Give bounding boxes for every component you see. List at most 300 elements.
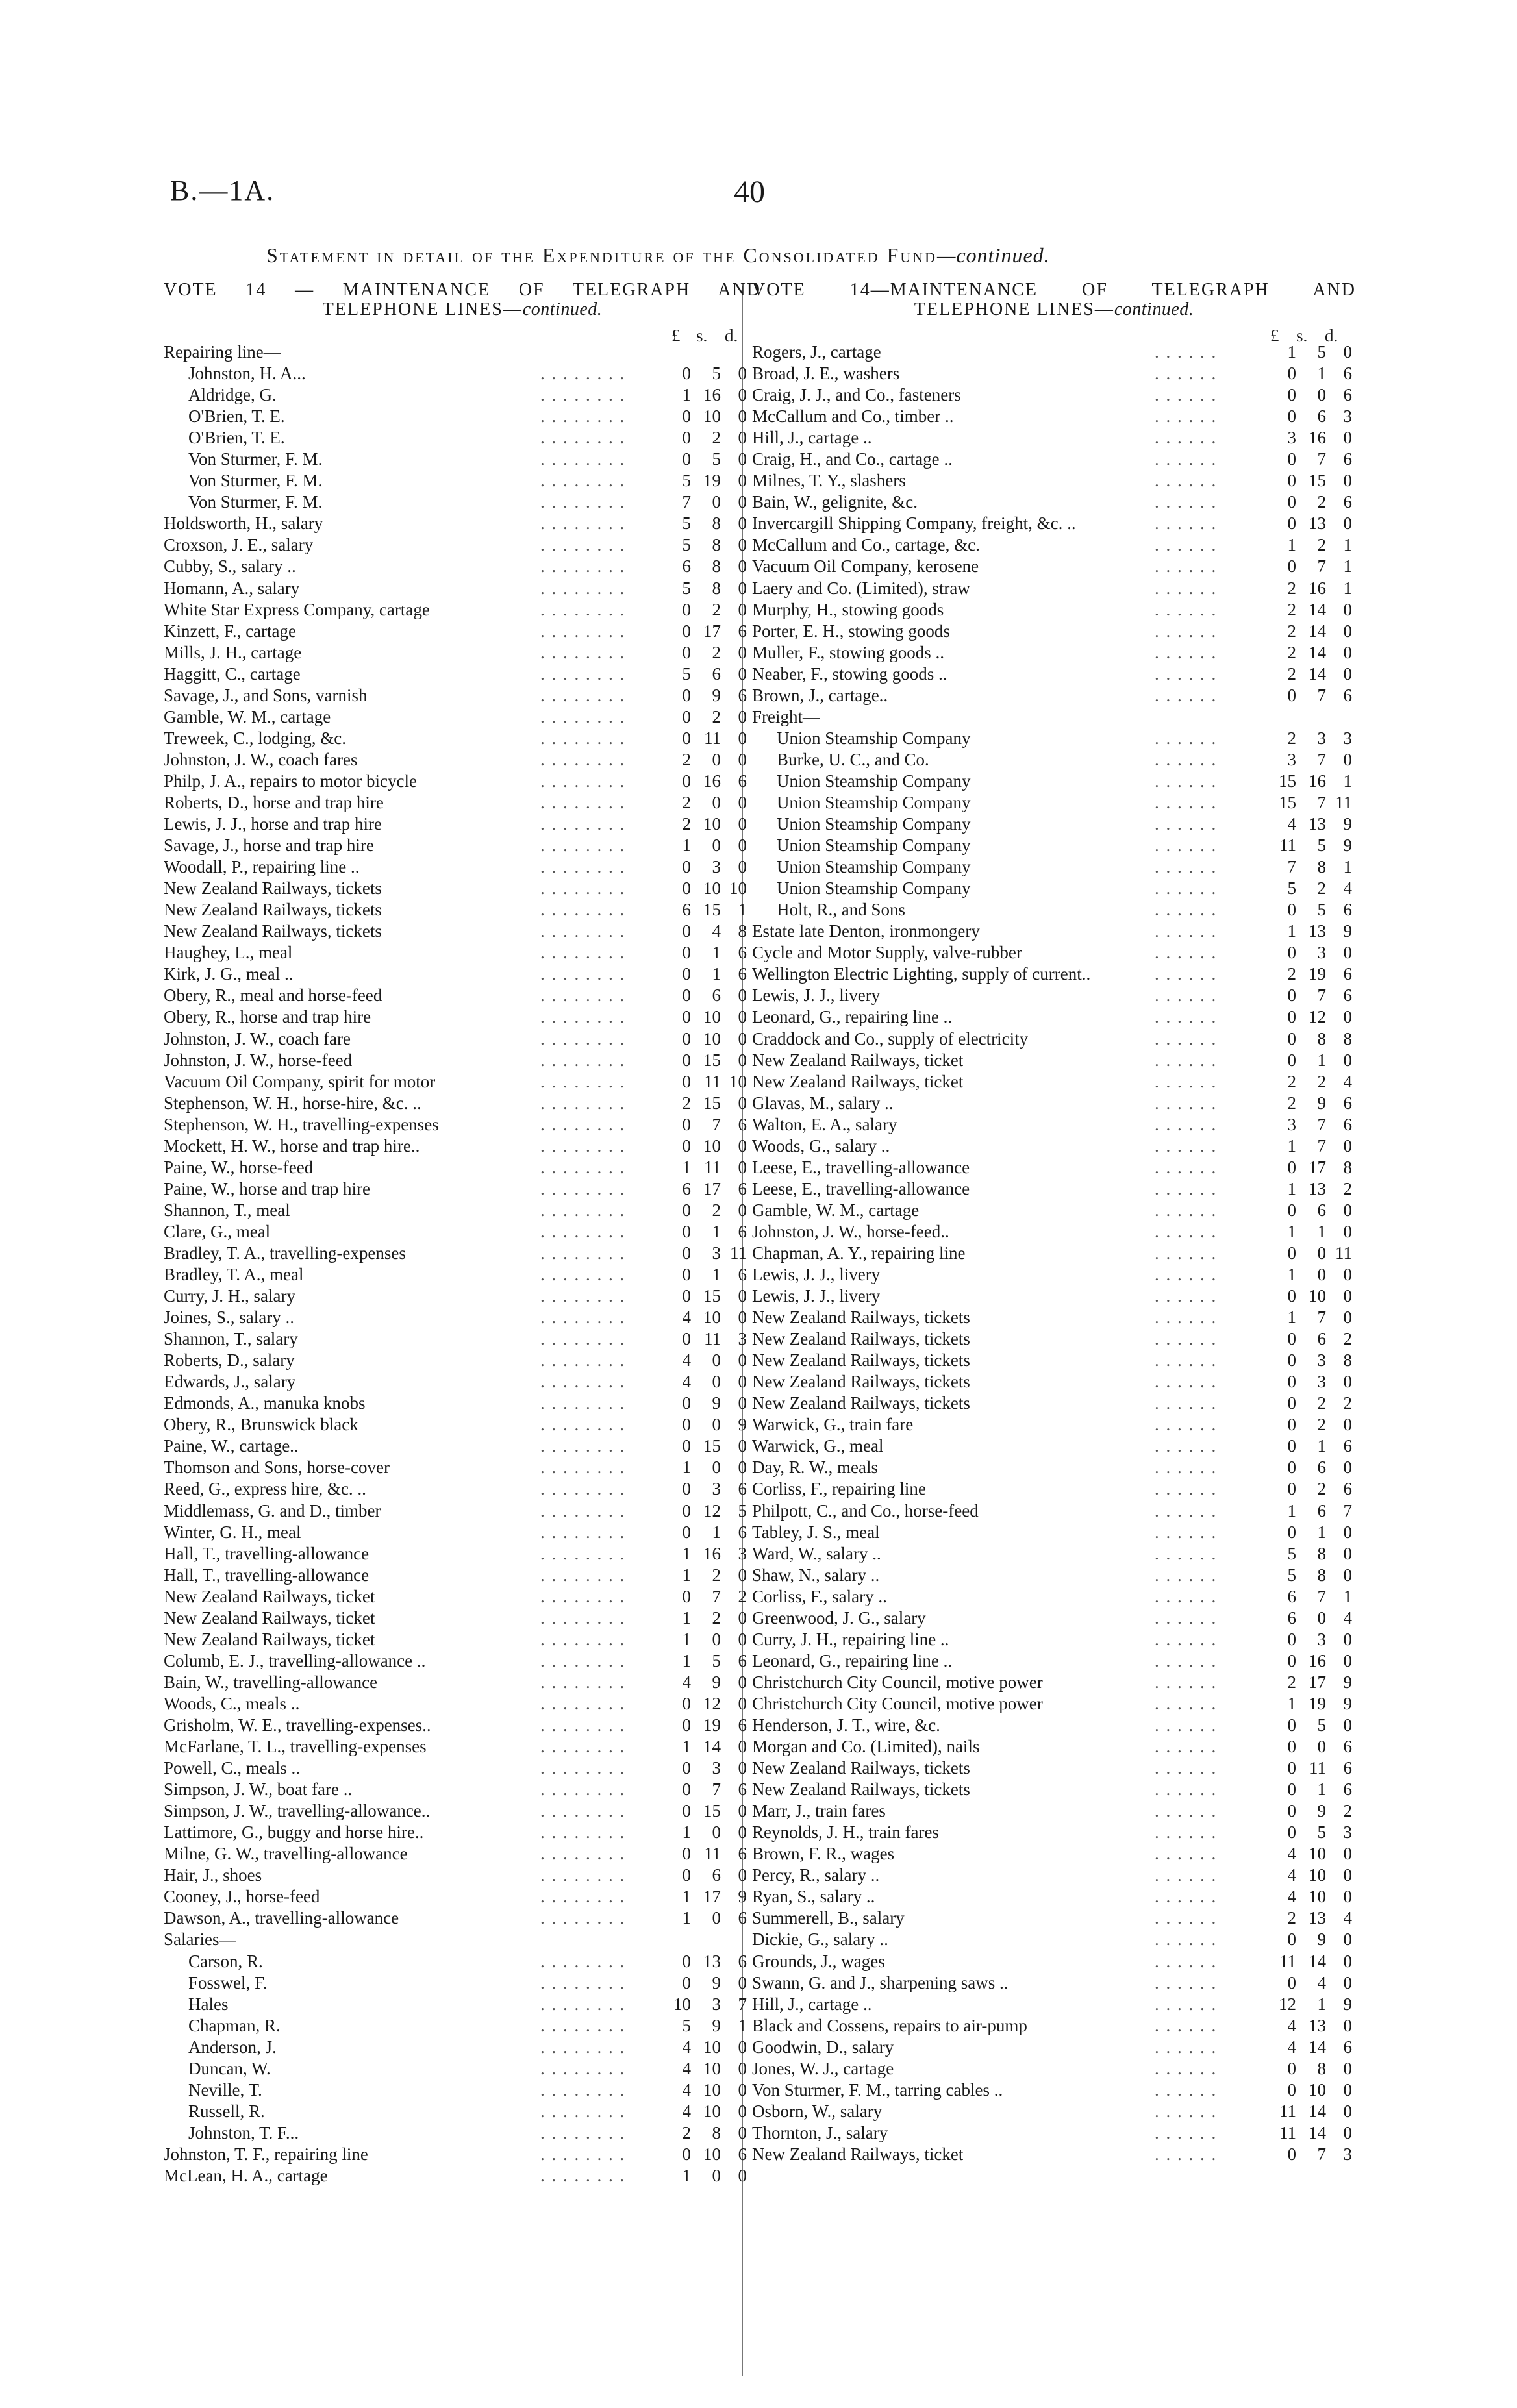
ledger-row	[164, 642, 761, 664]
leader-dots: . . . . . .	[1155, 1050, 1218, 1070]
pounds-value: 1	[1287, 535, 1296, 555]
leader-dots: . . . . . .	[1155, 857, 1218, 877]
pence-value: 9	[1343, 1672, 1352, 1692]
shillings-value: 10	[703, 2144, 721, 2164]
entry-description: Glavas, M., salary ..	[752, 1093, 894, 1113]
pounds-value: 4	[1287, 1887, 1296, 1907]
leader-dots: . . . . . . . .	[540, 2165, 626, 2185]
entry-description: Homann, A., salary	[164, 578, 300, 598]
ledger-row	[752, 2122, 1356, 2144]
pounds-value: 0	[1287, 943, 1296, 963]
pence-value: 6	[1343, 1436, 1352, 1456]
entry-description: Hill, J., cartage ..	[752, 428, 872, 448]
pence-value: 0	[738, 514, 747, 534]
ledger-row	[164, 1929, 761, 1950]
pence-value: 8	[1343, 1028, 1352, 1049]
pounds-value: 4	[1287, 1865, 1296, 1885]
shillings-value: 1	[712, 1265, 721, 1285]
leader-dots: . . . . . . . .	[540, 943, 626, 963]
pounds-value: 0	[682, 1265, 691, 1285]
ledger-row	[164, 1543, 761, 1565]
pence-value: 3	[1343, 2144, 1352, 2164]
leader-dots: . . . . . .	[1155, 900, 1218, 920]
shillings-value: 2	[1317, 535, 1326, 555]
statement-title	[266, 243, 1050, 267]
entry-description: Invercargill Shipping Company, freight, &c. ..	[752, 514, 1076, 534]
entry-description: New Zealand Railways, ticket	[752, 1071, 964, 1091]
entry-description: Philpott, C., and Co., horse-feed	[752, 1500, 979, 1521]
shillings-value: 7	[1317, 986, 1326, 1006]
entry-description: Obery, R., Brunswick black	[164, 1415, 358, 1435]
leader-dots: . . . . . .	[1155, 535, 1218, 555]
right-vote-title-line1: VOTE 14—MAINTENANCE OF TELEGRAPH AND	[752, 280, 1356, 300]
shillings-value: 2	[712, 642, 721, 662]
ledger-row	[164, 599, 761, 621]
pounds-value: 0	[682, 621, 691, 641]
pence-value: 0	[738, 1458, 747, 1478]
shillings-value: 0	[1317, 1737, 1326, 1757]
ledger-row	[164, 685, 761, 706]
pence-value: 0	[1343, 1007, 1352, 1027]
entry-description: Obery, R., meal and horse-feed	[164, 986, 382, 1006]
leader-dots: . . . . . . . .	[540, 2144, 626, 2164]
leader-dots: . . . . . .	[1155, 1822, 1218, 1843]
entry-description: Walton, E. A., salary	[752, 1114, 897, 1134]
entry-description: Craig, J. J., and Co., fasteners	[752, 385, 961, 405]
shillings-value: 15	[703, 1050, 721, 1070]
ledger-row	[752, 1243, 1356, 1264]
entry-description: Thomson and Sons, horse-cover	[164, 1458, 390, 1478]
shillings-value: 3	[712, 1479, 721, 1499]
entry-description: Bradley, T. A., meal	[164, 1265, 304, 1285]
pounds-value: 1	[682, 385, 691, 405]
entry-description: Von Sturmer, F. M.	[188, 471, 323, 491]
ledger-row	[752, 1650, 1356, 1672]
leader-dots: . . . . . . . .	[540, 706, 626, 726]
entry-description: Grisholm, W. E., travelling-expenses..	[164, 1715, 431, 1735]
ledger-row	[752, 406, 1356, 427]
leader-dots: . . . . . . . .	[540, 2058, 626, 2078]
ledger-row	[752, 1736, 1356, 1757]
leader-dots: . . . . . . . .	[540, 878, 626, 899]
shillings-value: 14	[703, 1737, 721, 1757]
shillings-value: 14	[1309, 1951, 1326, 1971]
shillings-value: 3	[712, 1758, 721, 1778]
leader-dots: . . . . . . . .	[540, 556, 626, 577]
shillings-value: 9	[712, 2015, 721, 2035]
right-vote-title-line2	[752, 300, 1356, 319]
ledger-row	[752, 1500, 1356, 1522]
leader-dots: . . . . . .	[1155, 1844, 1218, 1864]
leader-dots: . . . . . .	[1155, 1071, 1218, 1091]
pounds-value: 4	[682, 1672, 691, 1692]
statement-title-suffix: —continued.	[937, 243, 1050, 267]
pence-value: 0	[738, 1136, 747, 1156]
leader-dots: . . . . . . . .	[540, 1372, 626, 1392]
leader-dots: . . . . . .	[1155, 2144, 1218, 2164]
entry-description: Neville, T.	[188, 2079, 262, 2100]
shillings-value: 15	[703, 1436, 721, 1456]
pence-value: 0	[1343, 342, 1352, 362]
leader-dots: . . . . . . . .	[540, 2079, 626, 2100]
shillings-value: 9	[1317, 1930, 1326, 1950]
pence-value: 0	[1343, 2122, 1352, 2142]
leader-dots: . . . . . .	[1155, 1372, 1218, 1392]
leader-dots: . . . . . . . .	[540, 1308, 626, 1328]
pounds-value: 0	[1287, 1522, 1296, 1542]
pence-value: 11	[1335, 792, 1352, 812]
ledger-row	[164, 856, 761, 878]
pounds-value: 0	[1287, 1393, 1296, 1413]
pounds-value: 0	[682, 857, 691, 877]
ledger-row	[164, 1328, 761, 1350]
pence-value: 8	[1343, 1350, 1352, 1371]
pounds-value: 0	[1287, 2079, 1296, 2100]
entry-description: Johnston, J. W., coach fare	[164, 1028, 351, 1049]
shillings-value: 6	[1317, 1329, 1326, 1349]
ledger-row	[752, 985, 1356, 1006]
shillings-value: 0	[712, 749, 721, 769]
pounds-value: 0	[682, 1522, 691, 1542]
pence-value: 1	[1343, 1586, 1352, 1606]
pence-value: 0	[738, 1565, 747, 1585]
pence-value: 0	[738, 471, 747, 491]
shillings-value: 10	[703, 1136, 721, 1156]
leader-dots: . . . . . . . .	[540, 2122, 626, 2142]
pounds-value: 5	[1287, 1543, 1296, 1563]
shillings-value: 2	[712, 428, 721, 448]
pounds-value: 0	[1287, 406, 1296, 427]
ledger-row	[752, 1693, 1356, 1715]
pence-value: 6	[1343, 1093, 1352, 1113]
entry-description: Duncan, W.	[188, 2058, 271, 2078]
leader-dots: . . . . . .	[1155, 1114, 1218, 1134]
pounds-value: 0	[1287, 449, 1296, 469]
pounds-value: 2	[1287, 1908, 1296, 1928]
shillings-value: 2	[712, 1565, 721, 1585]
pounds-value: 0	[1287, 986, 1296, 1006]
pounds-value: 1	[1287, 342, 1296, 362]
shillings-value: 13	[1309, 814, 1326, 834]
shillings-value: 5	[712, 1650, 721, 1670]
pence-value: 0	[1343, 2015, 1352, 2035]
leader-dots: . . . . . .	[1155, 1350, 1218, 1371]
shillings-value: 1	[1317, 1780, 1326, 1800]
pence-value: 0	[1343, 2101, 1352, 2121]
entry-description: Simpson, J. W., travelling-allowance..	[164, 1801, 431, 1821]
entry-description: Brown, J., cartage..	[752, 685, 888, 705]
ledger-row	[752, 1328, 1356, 1350]
leader-dots: . . . . . .	[1155, 599, 1218, 619]
pounds-value: 11	[1279, 836, 1296, 856]
ledger-row	[164, 813, 761, 835]
entry-description: Hill, J., cartage ..	[752, 1994, 872, 2014]
pounds-value: 3	[1287, 749, 1296, 769]
entry-description: Powell, C., meals ..	[164, 1758, 300, 1778]
ledger-row	[752, 1543, 1356, 1565]
shillings-value: 1	[1317, 1994, 1326, 2014]
pence-value: 0	[738, 749, 747, 769]
pence-value: 0	[738, 364, 747, 384]
entry-description: Union Steamship Company	[777, 878, 971, 899]
pence-value: 0	[738, 792, 747, 812]
shillings-value: 2	[712, 706, 721, 726]
pence-value: 4	[1343, 1908, 1352, 1928]
ledger-row	[164, 985, 761, 1006]
leader-dots: . . . . . .	[1155, 878, 1218, 899]
leader-dots: . . . . . . . .	[540, 1994, 626, 2014]
entry-description: Russell, R.	[188, 2101, 265, 2121]
pounds-value: 0	[1287, 1329, 1296, 1349]
entry-description: Leese, E., travelling-allowance	[752, 1178, 970, 1198]
shillings-value: 15	[703, 1286, 721, 1306]
entry-description: Summerell, B., salary	[752, 1908, 905, 1928]
ledger-row	[164, 1586, 761, 1607]
leader-dots: . . . . . .	[1155, 1286, 1218, 1306]
pence-value: 1	[1343, 771, 1352, 791]
shillings-value: 11	[1309, 1758, 1326, 1778]
shillings-value: 1	[1317, 1436, 1326, 1456]
pounds-value: 0	[1287, 1737, 1296, 1757]
ledger-row	[752, 1822, 1356, 1843]
pence-value: 6	[738, 1780, 747, 1800]
pounds-value: 0	[682, 642, 691, 662]
entry-description: Greenwood, J. G., salary	[752, 1607, 926, 1628]
ledger-row	[164, 556, 761, 577]
ledger-row	[752, 2144, 1356, 2165]
leader-dots: . . . . . . . .	[540, 1758, 626, 1778]
pence-value: 0	[738, 1028, 747, 1049]
ledger-row	[752, 813, 1356, 835]
pence-value: 0	[1343, 1372, 1352, 1392]
pence-value: 1	[1343, 578, 1352, 598]
ledger-row	[752, 1972, 1356, 1994]
ledger-row	[752, 1050, 1356, 1071]
entry-description: Middlemass, G. and D., timber	[164, 1500, 381, 1521]
entry-description: Curry, J. H., repairing line ..	[752, 1629, 949, 1649]
pounds-value: 5	[1287, 878, 1296, 899]
leader-dots: . . . . . .	[1155, 1865, 1218, 1885]
entry-description: Osborn, W., salary	[752, 2101, 883, 2121]
leader-dots: . . . . . . . .	[540, 1071, 626, 1091]
pounds-value: 0	[1287, 900, 1296, 920]
pence-value: 0	[1343, 428, 1352, 448]
entry-description: Kirk, J. G., meal ..	[164, 964, 294, 984]
pounds-value: 0	[682, 364, 691, 384]
leader-dots: . . . . . . . .	[540, 836, 626, 856]
ledger-row	[164, 792, 761, 813]
entry-description: Wellington Electric Lighting, supply of current..	[752, 964, 1091, 984]
pence-value: 4	[1343, 878, 1352, 899]
shillings-value: 7	[1317, 556, 1326, 577]
shillings-value: 19	[703, 471, 721, 491]
shillings-value: 8	[712, 2122, 721, 2142]
entry-description: Lattimore, G., buggy and horse hire..	[164, 1822, 424, 1843]
entry-description: Morgan and Co. (Limited), nails	[752, 1737, 980, 1757]
leader-dots: . . . . . .	[1155, 2122, 1218, 2142]
entry-description: Union Steamship Company	[777, 728, 971, 748]
entry-description: New Zealand Railways, tickets	[752, 1758, 970, 1778]
leader-dots: . . . . . . . .	[540, 621, 626, 641]
shillings-value: 7	[1317, 1308, 1326, 1328]
pounds-value: 0	[682, 706, 691, 726]
shillings-value: 16	[1309, 771, 1326, 791]
entry-description: New Zealand Railways, tickets	[752, 1329, 970, 1349]
shillings-value: 11	[704, 728, 721, 748]
pence-value: 6	[1343, 385, 1352, 405]
ledger-row	[752, 728, 1356, 749]
leader-dots: . . . . . . . .	[540, 471, 626, 491]
ledger-row	[164, 1435, 761, 1457]
entry-description: Stephenson, W. H., horse-hire, &c. ..	[164, 1093, 421, 1113]
ledger-row	[164, 1994, 761, 2015]
shillings-value: 10	[703, 2101, 721, 2121]
leader-dots: . . . . . .	[1155, 514, 1218, 534]
shillings-value: 11	[704, 1157, 721, 1177]
leader-dots: . . . . . .	[1155, 642, 1218, 662]
pence-value: 0	[738, 535, 747, 555]
entry-description: Leese, E., travelling-allowance	[752, 1157, 970, 1177]
shillings-value: 3	[712, 857, 721, 877]
shillings-value: 13	[1309, 2015, 1326, 2035]
shillings-value: 16	[1309, 428, 1326, 448]
pounds-value: 0	[1287, 471, 1296, 491]
ledger-row	[752, 1393, 1356, 1414]
entry-description: Kinzett, F., cartage	[164, 621, 297, 641]
entry-description: Neaber, F., stowing goods ..	[752, 664, 947, 684]
leader-dots: . . . . . .	[1155, 814, 1218, 834]
entry-description: Milnes, T. Y., slashers	[752, 471, 906, 491]
pounds-value: 0	[682, 428, 691, 448]
pounds-value: 6	[682, 900, 691, 920]
entry-description: Haggitt, C., cartage	[164, 664, 301, 684]
leader-dots: . . . . . . . .	[540, 492, 626, 512]
ledger-row	[752, 664, 1356, 685]
pence-value: 6	[738, 1844, 747, 1864]
shillings-value: 15	[703, 1801, 721, 1821]
pounds-value: 1	[682, 1908, 691, 1928]
pence-value: 3	[738, 1329, 747, 1349]
pence-value: 0	[1343, 642, 1352, 662]
ledger-row	[752, 1285, 1356, 1307]
shillings-value: 16	[703, 1543, 721, 1563]
ledger-row	[752, 1006, 1356, 1028]
pence-value: 0	[738, 406, 747, 427]
pence-value: 0	[1343, 1715, 1352, 1735]
ledger-row	[164, 1178, 761, 1200]
ledger-row	[752, 1264, 1356, 1285]
pounds-value: 4	[682, 2037, 691, 2057]
leader-dots: . . . . . . . .	[540, 449, 626, 469]
pounds-value: 0	[1287, 1801, 1296, 1821]
pounds-value: 11	[1279, 1951, 1296, 1971]
leader-dots: . . . . . .	[1155, 1221, 1218, 1241]
entry-description: Joines, S., salary ..	[164, 1308, 294, 1328]
shillings-value: 6	[712, 1865, 721, 1885]
entry-description: New Zealand Railways, tickets	[164, 878, 382, 899]
pence-value: 6	[738, 1908, 747, 1928]
pounds-value: 1	[682, 1543, 691, 1563]
pounds-value: 2	[682, 749, 691, 769]
ledger-row	[164, 1715, 761, 1736]
shillings-value: 10	[703, 406, 721, 427]
entry-description: Reynolds, J. H., train fares	[752, 1822, 939, 1843]
pence-value: 0	[1343, 1522, 1352, 1542]
ledger-row	[752, 491, 1356, 513]
entry-description: Mockett, H. W., horse and trap hire..	[164, 1136, 420, 1156]
pence-value: 0	[1343, 1221, 1352, 1241]
leader-dots: . . . . . .	[1155, 1243, 1218, 1263]
leader-dots: . . . . . .	[1155, 685, 1218, 705]
right-pounds-header: £	[1270, 326, 1279, 345]
leader-dots: . . . . . . . .	[540, 1522, 626, 1542]
pence-value: 0	[738, 1758, 747, 1778]
entry-description: Lewis, J. J., livery	[752, 1265, 881, 1285]
entry-description: Muller, F., stowing goods ..	[752, 642, 945, 662]
pence-value: 0	[738, 492, 747, 512]
entry-description: New Zealand Railways, tickets	[752, 1780, 970, 1800]
leader-dots: . . . . . .	[1155, 964, 1218, 984]
ledger-row	[164, 1200, 761, 1221]
ledger-row	[164, 1414, 761, 1435]
shillings-value: 14	[1309, 642, 1326, 662]
entry-description: Craddock and Co., supply of electricity	[752, 1028, 1029, 1049]
leader-dots: . . . . . .	[1155, 1200, 1218, 1220]
shillings-value: 1	[1317, 1221, 1326, 1241]
left-vote-title	[164, 280, 761, 322]
pounds-value: 2	[1287, 728, 1296, 748]
pounds-value: 0	[682, 449, 691, 469]
shillings-value: 14	[1309, 664, 1326, 684]
pence-value: 0	[738, 1436, 747, 1456]
entry-description: Grounds, J., wages	[752, 1951, 885, 1971]
pounds-value: 4	[682, 1372, 691, 1392]
ledger-row	[752, 2015, 1356, 2037]
pounds-value: 0	[1287, 685, 1296, 705]
pounds-value: 2	[682, 792, 691, 812]
shillings-value: 0	[1317, 1265, 1326, 1285]
entry-description: Shannon, T., meal	[164, 1200, 290, 1220]
pounds-value: 0	[682, 1693, 691, 1713]
ledger-row	[164, 1006, 761, 1028]
entry-description: McLean, H. A., cartage	[164, 2165, 328, 2185]
pounds-value: 1	[682, 1157, 691, 1177]
ledger-row	[752, 513, 1356, 534]
entry-description: Johnston, J. W., horse-feed..	[752, 1221, 949, 1241]
pounds-value: 2	[1287, 1093, 1296, 1113]
pounds-value: 0	[1287, 1372, 1296, 1392]
leader-dots: . . . . . . . .	[540, 728, 626, 748]
pounds-value: 0	[1287, 1650, 1296, 1670]
leader-dots: . . . . . . . .	[540, 1737, 626, 1757]
ledger-row	[164, 1093, 761, 1114]
ledger-row	[164, 835, 761, 856]
pounds-value: 5	[682, 578, 691, 598]
leader-dots: . . . . . . . .	[540, 900, 626, 920]
left-column-headers	[164, 322, 761, 345]
shillings-value: 11	[704, 1071, 721, 1091]
leader-dots: . . . . . .	[1155, 1007, 1218, 1027]
entry-description: Holdsworth, H., salary	[164, 514, 323, 534]
entry-description: Holt, R., and Sons	[777, 900, 906, 920]
leader-dots: . . . . . . . .	[540, 1350, 626, 1371]
ledger-row	[752, 341, 1356, 363]
shillings-value: 0	[712, 1372, 721, 1392]
leader-dots: . . . . . .	[1155, 1715, 1218, 1735]
shillings-value: 6	[1317, 406, 1326, 427]
ledger-row	[164, 1136, 761, 1157]
leader-dots: . . . . . . . .	[540, 1007, 626, 1027]
